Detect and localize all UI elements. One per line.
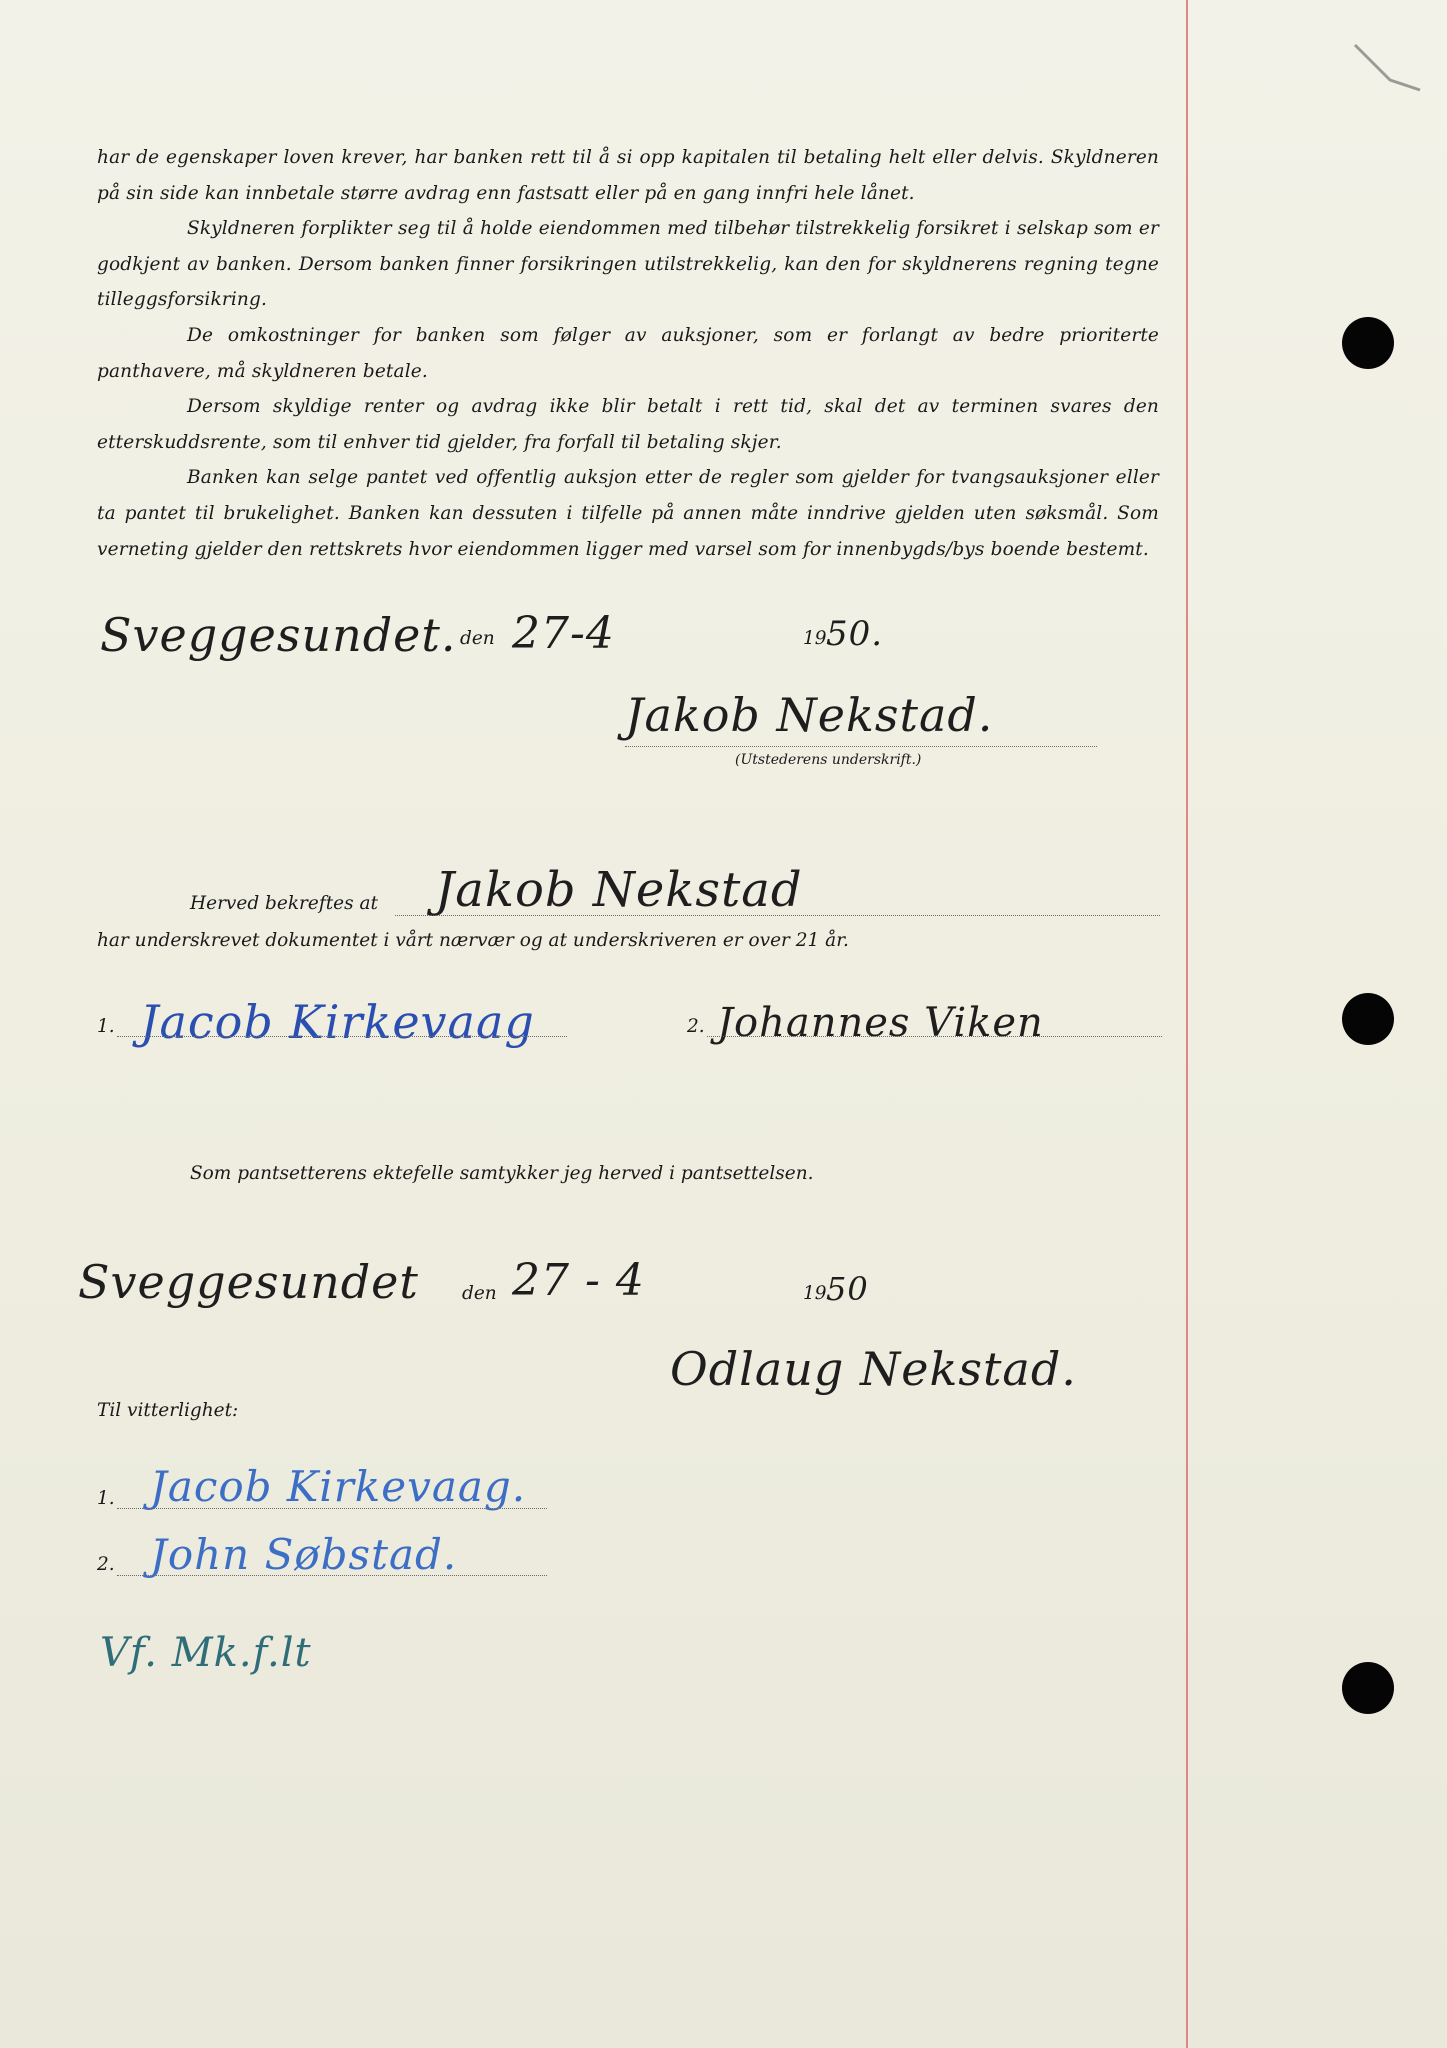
attest-witness1-line — [117, 1508, 547, 1509]
issue-year-prefix: 19 — [803, 628, 827, 649]
corner-pencil-mark — [1350, 40, 1440, 100]
issue-date-handwritten: 27-4 — [512, 608, 615, 659]
paragraph: Dersom skyldige renter og avdrag ikke blir betalt i rett tid, skal det av terminen svares den etterskuddsrente, som til enhver tid gjelder, fra forfall til betaling skjer. — [97, 396, 1159, 453]
confirmed-name-handwritten: Jakob Nekstad — [435, 862, 803, 918]
registration-note: Vf. Mk.f.lt — [100, 1630, 312, 1676]
punch-hole — [1342, 317, 1394, 369]
spouse-date-handwritten: 27 - 4 — [512, 1255, 645, 1306]
attestation-label: Til vitterlighet: — [97, 1400, 239, 1421]
spouse-consent-text: Som pantsetterens ektefelle samtykker jeg herved i pantsettelsen. — [190, 1163, 814, 1184]
terms-text — [97, 140, 1159, 567]
paragraph: Skyldneren forplikter seg til å holde eiendommen med tilbehør tilstrekkelig forsikret i selskap som er godkjent av banken. Dersom banken finner forsikringen utilstrekkelig, kan den for skyldnerens regning tegne tilleggsforsikring. — [97, 218, 1159, 311]
attest-witness1-number: 1. — [97, 1488, 115, 1509]
issue-den-label: den — [460, 628, 495, 649]
punch-hole — [1342, 993, 1394, 1045]
issue-year-handwritten: 50. — [826, 614, 884, 654]
confirmation-label: Herved bekreftes at — [190, 893, 378, 914]
attest-witness2-signature: John Søbstad. — [150, 1530, 458, 1579]
paragraph: De omkostninger for banken som følger av auksjoner, som er forlangt av bedre prioriterte panthavere, må skyldneren betale. — [97, 324, 1159, 382]
spouse-year-handwritten: 50 — [826, 1270, 869, 1308]
margin-rule — [1186, 0, 1188, 2048]
witness1-signature: Jacob Kirkevaag — [140, 995, 535, 1049]
name-line — [395, 915, 1160, 916]
spouse-place-handwritten: Sveggesundet — [78, 1255, 419, 1309]
attest-witness2-number: 2. — [97, 1554, 115, 1575]
witness2-signature: Johannes Viken — [717, 1000, 1044, 1046]
confirmation-statement: har underskrevet dokumentet i vårt nærvær og at underskriveren er over 21 år. — [97, 930, 849, 951]
attest-witness2-line — [117, 1575, 547, 1576]
issuer-signature: Jakob Nekstad. — [625, 688, 994, 742]
signature-line — [625, 746, 1097, 747]
issue-place-handwritten: Sveggesundet. — [100, 608, 457, 662]
paragraph: har de egenskaper loven krever, har banken rett til å si opp kapitalen til betaling helt eller delvis. Skyldneren på sin side kan innbetale større avdrag enn fastsatt eller på en gang innfri hele lånet. — [97, 147, 1159, 204]
spouse-den-label: den — [462, 1283, 497, 1304]
spouse-year-prefix: 19 — [803, 1283, 827, 1304]
witness1-number: 1. — [97, 1016, 115, 1037]
punch-hole — [1342, 1662, 1394, 1714]
signature-caption: (Utstederens underskrift.) — [735, 752, 922, 768]
witness1-line — [117, 1036, 567, 1037]
attest-witness1-signature: Jacob Kirkevaag. — [150, 1462, 527, 1511]
spouse-signature: Odlaug Nekstad. — [670, 1342, 1077, 1396]
paragraph: Banken kan selge pantet ved offentlig auksjon etter de regler som gjelder for tvangsauksjoner eller ta pantet til brukelighet. Banken kan dessuten i tilfelle på annen måte inndrive gjelden uten søksmål. Som verneting gjelder den rettskrets hvor eiendommen ligger med varsel som for innenbygds/bys boende bestemt. — [97, 467, 1159, 560]
witness2-number: 2. — [687, 1016, 705, 1037]
witness2-line — [707, 1036, 1162, 1037]
